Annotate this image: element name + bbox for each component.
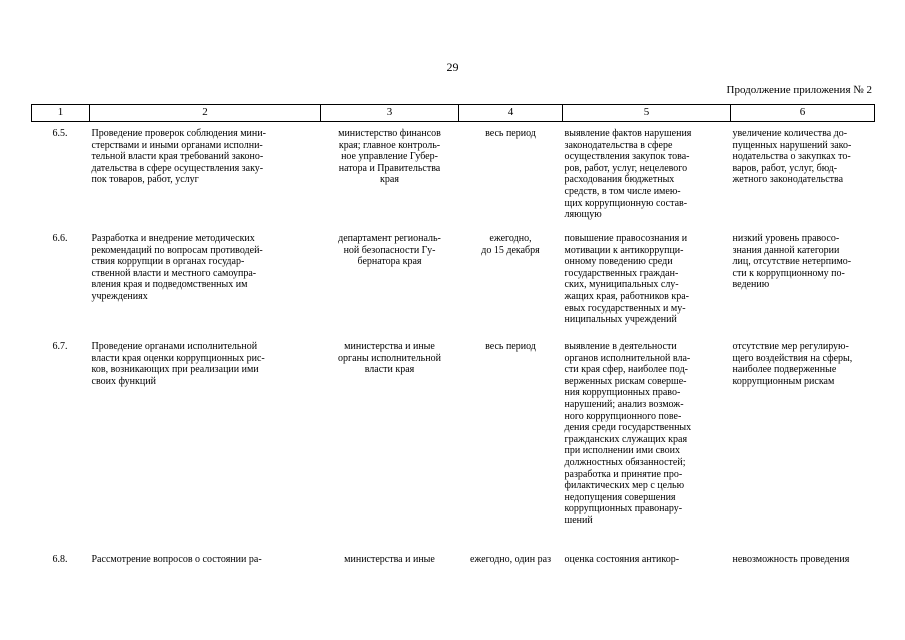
measure-cell: Проведение проверок соблюдения мини- стерствами и иными органами исполни- тельной власти края требований законо- дательства в сфере осуществления заку- пок товаров, работ, услуг <box>91 128 266 186</box>
result-cell: оценка состояния антикор- <box>564 554 680 565</box>
executor-cell: департамент региональ- ной безопасности Гу- бернатора края <box>338 233 441 268</box>
measures-table <box>31 104 875 574</box>
continuation-caption: Продолжение приложения № 2 <box>726 84 872 96</box>
indicator-cell: отсутствие мер регулирую- щего воздействия на сферы, наиболее подверженные коррупционным рискам <box>732 341 853 387</box>
item-number: 6.8. <box>52 554 68 565</box>
term-cell: весь период <box>485 341 536 352</box>
table-row <box>32 548 875 574</box>
column-header: 6 <box>731 105 875 122</box>
measure-cell: Проведение органами исполнительной власти края оценки коррупционных рис- ков, возникающих при реализации ими своих функций <box>91 341 265 387</box>
term-cell: ежегодно, один раз <box>469 554 552 565</box>
column-header: 4 <box>459 105 563 122</box>
indicator-cell: невозможность проведения <box>732 554 850 565</box>
measure-cell: Разработка и внедрение методических рекомендаций по вопросам противодей- ствия коррупции в органах государ- ственной власти и местного самоупра- вления края и подведомственных им учреждениях <box>91 233 263 302</box>
item-number: 6.5. <box>52 128 68 139</box>
term-cell: ежегодно, до 15 декабря <box>481 233 540 256</box>
table-row <box>32 335 875 548</box>
result-cell: выявление фактов нарушения законодательства в сфере осуществления закупок това- ров, работ, услуг, нецелевого расходования бюджетных средств, в том числе имею- щих коррупционную состав- ляющую <box>564 128 692 221</box>
column-header: 5 <box>563 105 731 122</box>
column-header: 2 <box>90 105 321 122</box>
table-row <box>32 227 875 335</box>
result-cell: повышение правосознания и мотивации к антикоррупци- онному поведению среди государственных граждан- ских, муниципальных слу- жащих края, работников кра- евых государственных и му- ниципальных учреждений <box>564 233 689 326</box>
executor-cell: министерства и иные органы исполнительной власти края <box>338 341 441 376</box>
measure-cell: Рассмотрение вопросов о состоянии ра- <box>91 554 262 565</box>
table-header-row <box>32 105 875 122</box>
column-header: 1 <box>32 105 90 122</box>
page-number: 29 <box>446 60 459 74</box>
indicator-cell: низкий уровень правосо- знания данной категории лиц, отсутствие нетерпимо- сти к коррупционному по- ведению <box>732 233 852 291</box>
item-number: 6.6. <box>52 233 68 244</box>
term-cell: весь период <box>485 128 536 139</box>
item-number: 6.7. <box>52 341 68 352</box>
indicator-cell: увеличение количества до- пущенных нарушений зако- нодательства о закупках то- варов, работ, услуг, бюд- жетного законодательства <box>732 128 852 186</box>
column-header: 3 <box>321 105 459 122</box>
result-cell: выявление в деятельности органов исполнительной вла- сти края сфер, наиболее под- верженных рискам соверше- ния коррупционных право- нарушений; анализ возмож- ного коррупционного пове- дения среди государственных гражданских служащих края при исполнении ими своих должностных обязанностей; разработка и принятие про- филактических мер с целью недопущения совершения коррупционных правонару- шений <box>564 341 692 526</box>
executor-cell: министерства и иные <box>344 554 435 565</box>
table-row <box>32 122 875 228</box>
executor-cell: министерство финансов края; главное контроль- ное управление Губер- натора и Правительства края <box>338 128 441 186</box>
